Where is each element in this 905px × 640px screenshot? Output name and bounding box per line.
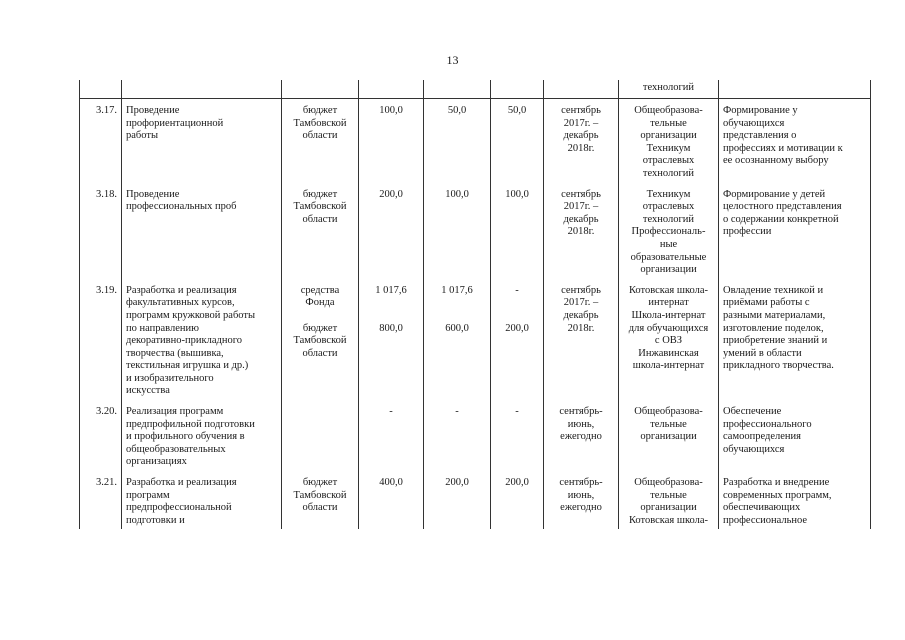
- amount-2018-line: -: [515, 284, 519, 296]
- executors: [619, 400, 719, 471]
- amount-2017-line: 50,0: [447, 105, 467, 116]
- measure-name-line: декоративно-прикладного: [126, 335, 242, 347]
- total-amount: [359, 471, 424, 529]
- amount-2018-line: 200,0: [505, 322, 529, 334]
- period-line: сентябрь: [561, 105, 601, 116]
- executors: [619, 183, 719, 279]
- measure-name: [122, 99, 282, 183]
- period-line: сентябрь-: [559, 406, 603, 418]
- executors-line: организации: [640, 502, 697, 514]
- executors-line: Школа-интернат: [631, 309, 706, 321]
- executors-line: Инжавинская: [638, 347, 699, 359]
- executors: [619, 99, 719, 183]
- period-line: 2017г. –: [563, 117, 599, 129]
- funding-source: [282, 279, 359, 400]
- measures-table: [79, 80, 871, 529]
- expected-result: [719, 279, 871, 400]
- funding-source-line: бюджет: [302, 188, 338, 200]
- executors-line: отраслевых: [642, 201, 695, 213]
- period-line: сентябрь: [561, 188, 601, 200]
- funding-source: [282, 99, 359, 183]
- funding-source-line: средства: [300, 284, 340, 296]
- executors-line: организации: [640, 130, 697, 142]
- executors-line: Общеобразова-: [634, 105, 703, 116]
- executors-line: школа-интернат: [632, 360, 705, 372]
- expected-result-line: профессиях и мотивации к: [723, 142, 843, 154]
- expected-result-line: представления о: [723, 130, 797, 142]
- period-line: декабрь: [563, 309, 599, 321]
- executors-line: интернат: [648, 297, 689, 309]
- funding-source-line: Тамбовской: [293, 489, 347, 501]
- expected-result-line: обучающихся: [723, 443, 785, 455]
- funding-source-line: Тамбовской: [293, 201, 347, 213]
- period-line: декабрь: [563, 130, 599, 142]
- executors-line: организации: [640, 431, 697, 443]
- expected-result-line: о содержании конкретной: [723, 213, 839, 225]
- executors-line: ные: [659, 238, 678, 250]
- expected-result-line: профессиональное: [723, 514, 808, 526]
- expected-result: [719, 99, 871, 183]
- table-row: [80, 400, 871, 471]
- spacer: [428, 310, 486, 323]
- total-amount: [359, 183, 424, 279]
- amount-2017: [424, 471, 491, 529]
- spacer: [286, 310, 354, 323]
- expected-result-line: профессионального: [723, 418, 812, 430]
- period-line: ежегодно: [560, 502, 602, 514]
- table-row: [80, 99, 871, 183]
- period-line: 2018г.: [567, 142, 595, 154]
- funding-source-line: Тамбовской: [293, 117, 347, 129]
- item-number: 3.17.: [80, 99, 122, 183]
- period: [544, 99, 619, 183]
- executors-line: тельные: [650, 489, 687, 501]
- spacer: [363, 310, 419, 323]
- funding-source-line: бюджет: [302, 322, 338, 334]
- measure-name-line: подготовки и: [126, 514, 185, 526]
- measure-name-line: предпрофильной подготовки: [126, 418, 255, 430]
- measure-name-line: программ: [126, 489, 170, 501]
- measure-name-line: общеобразовательных: [126, 443, 226, 455]
- expected-result-line: профессии: [723, 226, 772, 238]
- expected-result-line: разными материалами,: [723, 309, 826, 321]
- amount-2017-line: 100,0: [445, 188, 469, 200]
- executors-cell: технологий: [619, 80, 719, 99]
- spacer: [495, 310, 539, 323]
- measure-name-line: творчества (вышивка,: [126, 347, 224, 359]
- expected-result-line: ее осознанному выбору: [723, 155, 829, 167]
- item-number: 3.18.: [80, 183, 122, 279]
- expected-result-line: Формирование у: [723, 105, 798, 116]
- amount-2018: [491, 471, 544, 529]
- measure-name-line: и профильного обучения в: [126, 431, 245, 443]
- total-amount: [359, 99, 424, 183]
- measure-name-line: программ кружковой работы: [126, 309, 256, 321]
- table-row: [80, 471, 871, 529]
- measure-name-line: Разработка и реализация: [126, 477, 237, 489]
- total-amount: [359, 400, 424, 471]
- amount-2017: [424, 183, 491, 279]
- period-line: 2018г.: [567, 226, 595, 238]
- table-row: [80, 183, 871, 279]
- measure-name-line: искусства: [126, 385, 170, 397]
- total-amount-line: 400,0: [379, 477, 403, 489]
- executors: [619, 471, 719, 529]
- amount-2018-line: 50,0: [507, 105, 527, 116]
- funding-source-line: области: [302, 130, 338, 142]
- total-amount-line: 200,0: [379, 188, 403, 200]
- table-body: [80, 99, 871, 530]
- executors-line: Техникум: [646, 188, 691, 200]
- page-number: 13: [446, 53, 459, 67]
- executors-line: для обучающихся: [628, 322, 709, 334]
- measure-name-line: Реализация программ: [126, 406, 224, 418]
- executors-line: Общеобразова-: [634, 406, 703, 418]
- period: [544, 400, 619, 471]
- period-line: сентябрь-: [559, 477, 603, 489]
- measure-name-line: текстильная игрушка и др.): [126, 360, 249, 372]
- expected-result: [719, 183, 871, 279]
- expected-result-line: обучающихся: [723, 117, 785, 129]
- executors-line: образовательные: [630, 251, 707, 263]
- period-line: 2017г. –: [563, 201, 599, 213]
- amount-2018: [491, 183, 544, 279]
- executors-line: тельные: [650, 418, 687, 430]
- amount-2018: [491, 99, 544, 183]
- total-amount-line: 100,0: [379, 105, 403, 116]
- measure-name-line: профессиональных проб: [126, 201, 237, 213]
- expected-result-line: Овладение техникой и: [723, 284, 824, 296]
- total-amount-line: 800,0: [379, 322, 403, 334]
- measure-name-line: Разработка и реализация: [126, 284, 237, 296]
- executors-line: с ОВЗ: [654, 335, 683, 347]
- expected-result-line: приёмами работы с: [723, 297, 810, 309]
- executors-line: отраслевых: [642, 155, 695, 167]
- funding-source-line: бюджет: [302, 477, 338, 489]
- expected-result-line: Формирование у детей: [723, 188, 826, 200]
- measure-name-line: работы: [126, 130, 159, 142]
- period-line: июнь,: [567, 418, 595, 430]
- expected-result-line: приобретение знаний и: [723, 335, 828, 347]
- measure-name-line: по направлению: [126, 322, 199, 334]
- measure-name: [122, 471, 282, 529]
- period-line: ежегодно: [560, 431, 602, 443]
- expected-result-line: обеспечивающих: [723, 502, 801, 514]
- funding-source: [282, 400, 359, 471]
- expected-result-line: изготовление поделок,: [723, 322, 824, 334]
- measure-name-line: организациях: [126, 456, 187, 468]
- total-amount-line: 1 017,6: [375, 284, 407, 296]
- measure-name-line: профориентационной: [126, 117, 224, 129]
- expected-result: [719, 471, 871, 529]
- measure-name-line: Проведение: [126, 188, 180, 200]
- executors-line: Котовская школа-: [628, 514, 709, 526]
- amount-2018-line: 100,0: [505, 188, 529, 200]
- executors-line: Профессиональ-: [631, 226, 706, 238]
- total-amount-line: -: [389, 406, 393, 418]
- amount-2018: [491, 400, 544, 471]
- expected-result-line: Обеспечение: [723, 406, 782, 418]
- measure-name: [122, 279, 282, 400]
- funding-source-line: области: [302, 213, 338, 225]
- period-line: 2018г.: [567, 322, 595, 334]
- period: [544, 471, 619, 529]
- executors-line: Техникум: [646, 142, 691, 154]
- executors: [619, 279, 719, 400]
- funding-source-line: бюджет: [302, 105, 338, 116]
- amount-2017-line: 1 017,6: [441, 284, 473, 296]
- measure-name: [122, 183, 282, 279]
- executors-line: технологий: [642, 167, 695, 179]
- measure-name-line: и изобразительного: [126, 372, 214, 384]
- expected-result-line: прикладного творчества.: [723, 360, 834, 372]
- spacer: [363, 297, 419, 310]
- funding-source-line: Тамбовской: [293, 335, 347, 347]
- expected-result: [719, 400, 871, 471]
- table-row: [80, 279, 871, 400]
- amount-2018-line: -: [515, 406, 519, 418]
- amount-2017-line: 200,0: [445, 477, 469, 489]
- period-line: июнь,: [567, 489, 595, 501]
- period-line: сентябрь: [561, 284, 601, 296]
- funding-source-line: области: [302, 347, 338, 359]
- executors-line: тельные: [650, 117, 687, 129]
- funding-source: [282, 471, 359, 529]
- amount-2018: [491, 279, 544, 400]
- amount-2017: [424, 400, 491, 471]
- item-number: 3.19.: [80, 279, 122, 400]
- expected-result-line: самоопределения: [723, 431, 801, 443]
- measure-name: [122, 400, 282, 471]
- item-number: 3.21.: [80, 471, 122, 529]
- item-number: 3.20.: [80, 400, 122, 471]
- amount-2018-line: 200,0: [505, 477, 529, 489]
- continuation-row: [80, 80, 871, 99]
- expected-result-line: Разработка и внедрение: [723, 477, 830, 489]
- measure-name-line: предпрофессиональной: [126, 502, 232, 514]
- expected-result-line: современных программ,: [723, 489, 832, 501]
- executors-line: технологий: [642, 213, 695, 225]
- executors-line: Общеобразова-: [634, 477, 703, 489]
- expected-result-line: умений в области: [723, 347, 802, 359]
- amount-2017-line: -: [455, 406, 459, 418]
- amount-2017-line: 600,0: [445, 322, 469, 334]
- funding-source-line: области: [302, 502, 338, 514]
- amount-2017: [424, 279, 491, 400]
- period-line: декабрь: [563, 213, 599, 225]
- period: [544, 279, 619, 400]
- measure-name-line: Проведение: [126, 105, 180, 116]
- executors-line: Котовская школа-: [628, 284, 709, 296]
- measure-name-line: факультативных курсов,: [126, 297, 235, 309]
- funding-source: [282, 183, 359, 279]
- spacer: [428, 297, 486, 310]
- period: [544, 183, 619, 279]
- total-amount: [359, 279, 424, 400]
- funding-source-line: Фонда: [305, 297, 335, 309]
- executors-line: организации: [640, 264, 697, 276]
- amount-2017: [424, 99, 491, 183]
- spacer: [495, 297, 539, 310]
- expected-result-line: целостного представления: [723, 201, 842, 213]
- period-line: 2017г. –: [563, 297, 599, 309]
